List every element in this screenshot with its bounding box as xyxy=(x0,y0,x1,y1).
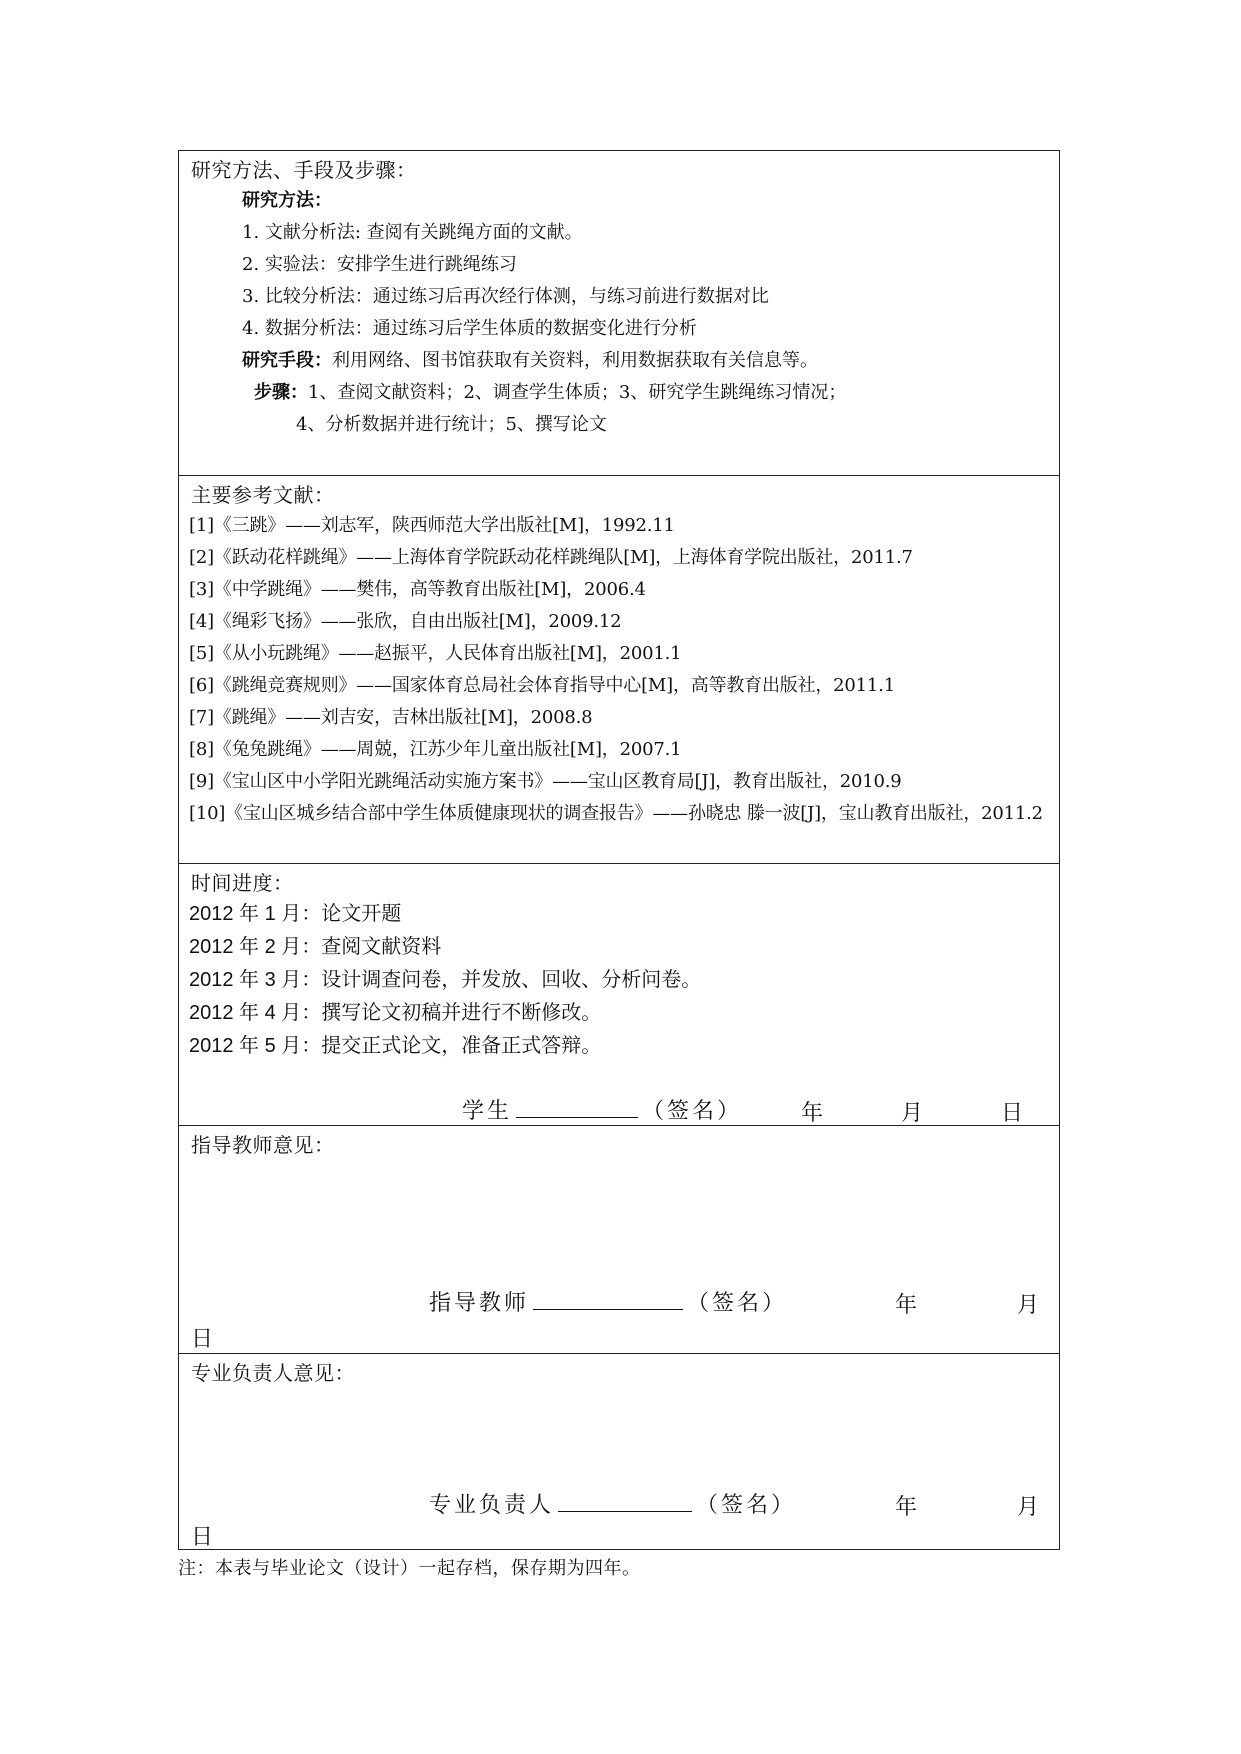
schedule-item: 2012 年 1 月：论文开题 xyxy=(189,903,402,925)
method-item: 2. 实验法：安排学生进行跳绳练习 xyxy=(242,254,517,275)
methods-subtitle: 研究方法： xyxy=(242,190,332,211)
advisor-title: 指导教师意见： xyxy=(191,1133,335,1157)
head-section xyxy=(179,1353,1059,1549)
reference-item: [6]《跳绳竞赛规则》——国家体育总局社会体育指导中心[M]，高等教育出版社，2011.1 xyxy=(189,675,895,696)
student-sign-label: 学生 xyxy=(462,1099,513,1124)
method-item: 4. 数据分析法：通过练习后学生体质的数据变化进行分析 xyxy=(242,318,697,339)
references-section xyxy=(179,475,1059,863)
advisor-signature-blank[interactable] xyxy=(533,1309,683,1310)
reference-item: [7]《跳绳》——刘吉安，吉林出版社[M]，2008.8 xyxy=(189,707,593,728)
archive-note: 注：本表与毕业论文（设计）一起存档，保存期为四年。 xyxy=(178,1558,641,1579)
reference-item: [5]《从小玩跳绳》——赵振平，人民体育出版社[M]，2001.1 xyxy=(189,643,682,664)
head-signature-blank[interactable] xyxy=(558,1511,692,1512)
head-date-month: 月 xyxy=(1017,1495,1040,1520)
advisor-section xyxy=(179,1125,1059,1353)
means-label: 研究手段： xyxy=(242,350,332,371)
research-steps xyxy=(179,377,1059,409)
methods-title: 研究方法、手段及步骤： xyxy=(191,158,417,182)
advisor-sign-note: （签名） xyxy=(687,1291,788,1316)
reference-item: [2]《跃动花样跳绳》——上海体育学院跃动花样跳绳队[M]，上海体育学院出版社，2011.7 xyxy=(189,547,913,568)
schedule-title: 时间进度： xyxy=(191,871,294,895)
advisor-date-day: 日 xyxy=(191,1327,214,1352)
schedule-item: 2012 年 4 月：撰写论文初稿并进行不断修改。 xyxy=(189,1002,602,1024)
reference-item: [8]《兔兔跳绳》——周兢，江苏少年儿童出版社[M]，2007.1 xyxy=(189,739,682,760)
reference-item: [9]《宝山区中小学阳光跳绳活动实施方案书》——宝山区教育局[J]，教育出版社，2010.9 xyxy=(189,771,902,792)
research-means xyxy=(179,345,1059,377)
schedule-item: 2012 年 5 月：提交正式论文，准备正式答辩。 xyxy=(189,1035,602,1057)
student-date-year: 年 xyxy=(801,1101,824,1126)
reference-item: [3]《中学跳绳》——樊伟，高等教育出版社[M]，2006.4 xyxy=(189,579,646,600)
student-date-day: 日 xyxy=(1001,1101,1024,1126)
means-text: 利用网络、图书馆获取有关资料，利用数据获取有关信息等。 xyxy=(332,350,818,371)
student-sign-note: （签名） xyxy=(642,1099,743,1124)
schedule-section xyxy=(179,863,1059,1125)
advisor-date-month: 月 xyxy=(1017,1293,1040,1318)
head-signature-row xyxy=(429,1488,796,1519)
steps-line2: 4、分析数据并进行统计；5、撰写论文 xyxy=(296,414,607,435)
references-title: 主要参考文献： xyxy=(191,483,335,507)
advisor-signature-row xyxy=(429,1286,787,1317)
proposal-table xyxy=(178,150,1060,1550)
method-item: 3. 比较分析法：通过练习后再次经行体测，与练习前进行数据对比 xyxy=(242,286,769,307)
reference-item: [10]《宝山区城乡结合部中学生体质健康现状的调查报告》——孙晓忠 滕一波[J]，宝山教育出版社，2011.2 xyxy=(189,803,1043,824)
reference-item: [4]《绳彩飞扬》——张欣，自由出版社[M]，2009.12 xyxy=(189,611,622,632)
advisor-date-year: 年 xyxy=(895,1293,918,1318)
student-signature-row xyxy=(462,1094,742,1125)
steps-label: 步骤： xyxy=(254,382,308,403)
head-date-day: 日 xyxy=(191,1525,214,1550)
schedule-item: 2012 年 2 月：查阅文献资料 xyxy=(189,936,442,958)
advisor-sign-label: 指导教师 xyxy=(429,1291,530,1316)
reference-item: [1]《三跳》——刘志军，陕西师范大学出版社[M]，1992.11 xyxy=(189,515,675,536)
head-date-year: 年 xyxy=(895,1495,918,1520)
student-date-month: 月 xyxy=(901,1101,924,1126)
method-item: 1. 文献分析法: 查阅有关跳绳方面的文献。 xyxy=(242,222,583,243)
head-sign-note: （签名） xyxy=(696,1493,797,1518)
head-sign-label: 专业负责人 xyxy=(429,1493,555,1518)
student-signature-blank[interactable] xyxy=(516,1117,638,1118)
steps-line1: 1、查阅文献资料；2、调查学生体质；3、研究学生跳绳练习情况； xyxy=(308,382,847,403)
proposal-form-page xyxy=(178,150,1060,1584)
head-title: 专业负责人意见： xyxy=(191,1361,355,1385)
schedule-item: 2012 年 3 月：设计调查问卷，并发放、回收、分析问卷。 xyxy=(189,969,702,991)
methods-section xyxy=(179,151,1059,475)
